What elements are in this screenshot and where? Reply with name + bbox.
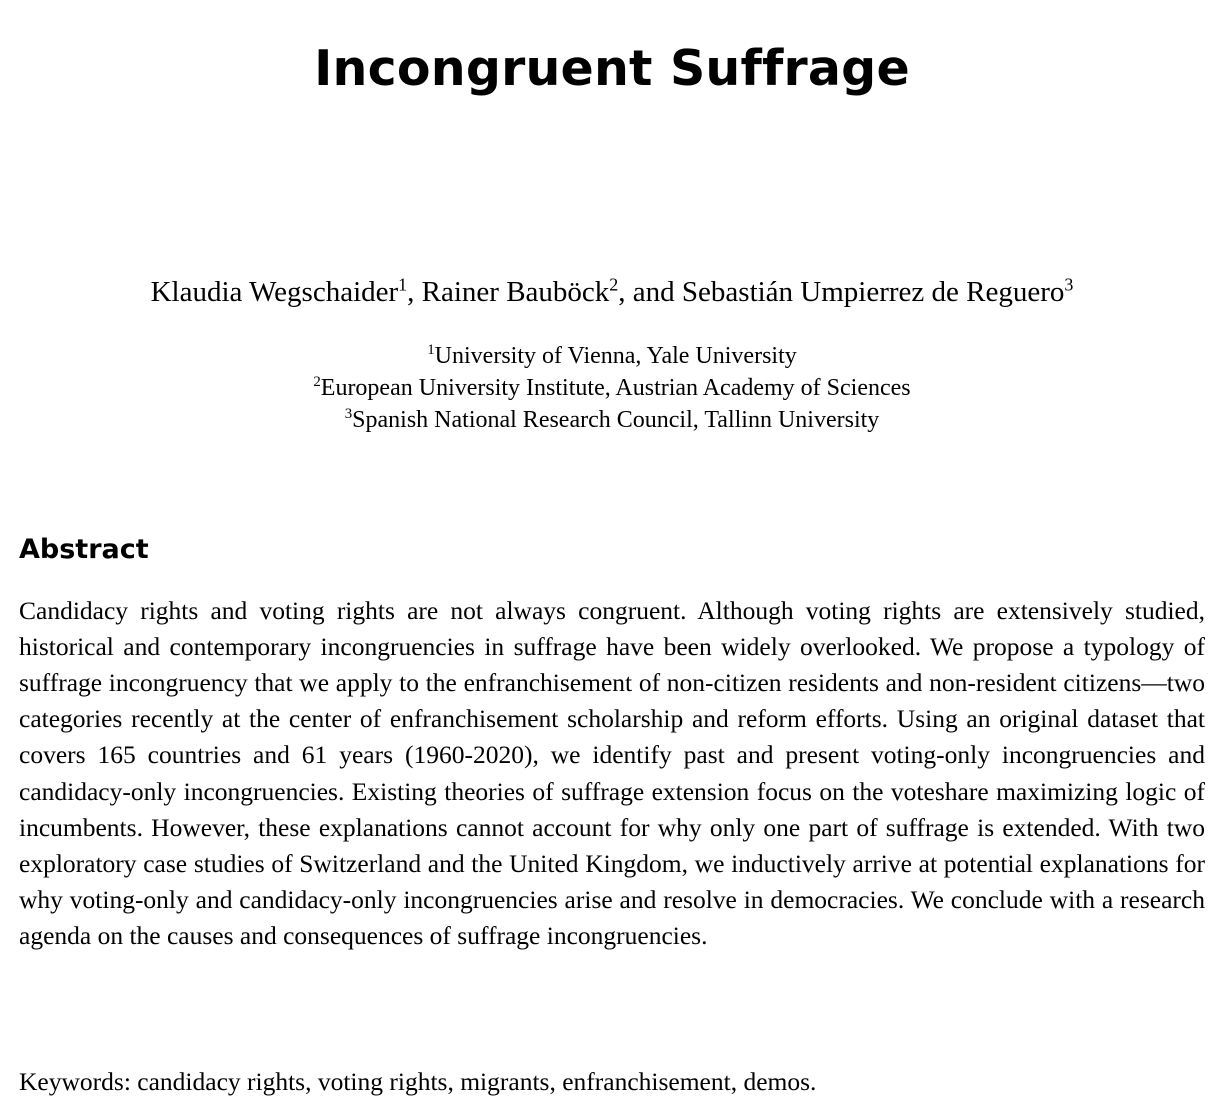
author-name: Rainer Bauböck [421,276,610,308]
abstract-heading: Abstract [19,534,149,566]
author-separator: , and [618,276,682,308]
affiliation-list [0,340,1224,436]
affiliation [0,340,1224,372]
paper-title: Incongruent Suffrage [314,39,910,97]
affiliation-text: University of Vienna, Yale University [434,343,797,369]
affiliation [0,372,1224,404]
affiliation [0,404,1224,436]
affiliation-mark: 1 [398,274,408,295]
author-separator: , [407,276,422,308]
affiliation-mark: 2 [313,374,321,390]
author-name: Klaudia Wegschaider [150,276,399,308]
author-name: Sebastián Umpierrez de Reguero [681,276,1065,308]
affiliation-mark: 2 [609,274,619,295]
affiliation-text: Spanish National Research Council, Tallinn University [352,407,880,433]
affiliation-text: European University Institute, Austrian Academy of Sciences [320,375,911,401]
affiliation-mark: 1 [427,342,435,358]
affiliation-mark: 3 [344,406,353,422]
author-list [0,272,1224,312]
keywords-line: Keywords: candidacy rights, voting rights, migrants, enfranchisement, demos. [19,1066,817,1096]
affiliation-mark: 3 [1064,274,1074,295]
abstract-body: Candidacy rights and voting rights are not always congruent. Although voting rights are extensively studied, historical and contemporary incongruencies in suffrage have been widely overlooked. We propose a typology of suffrage incongruency that we apply to the enfranchisement of non-citizen residents and non-resident citizens—two categories recently at the center of enfranchisement scholarship and reform efforts. Using an original dataset that covers 165 countries and 61 years (1960-2020), we identify past and present voting-only incongruencies and candidacy-only incongruencies. Existing theories of suffrage extension focus on the voteshare maximizing logic of incumbents. However, these explanations cannot account for why only one part of suffrage is extended. With two exploratory case studies of Switzerland and the United Kingdom, we inductively arrive at potential explanations for why voting-only and candidacy-only incongruencies arise and resolve in democracies. We conclude with a research agenda on the causes and consequences of suffrage incongruencies. [19,595,1205,951]
